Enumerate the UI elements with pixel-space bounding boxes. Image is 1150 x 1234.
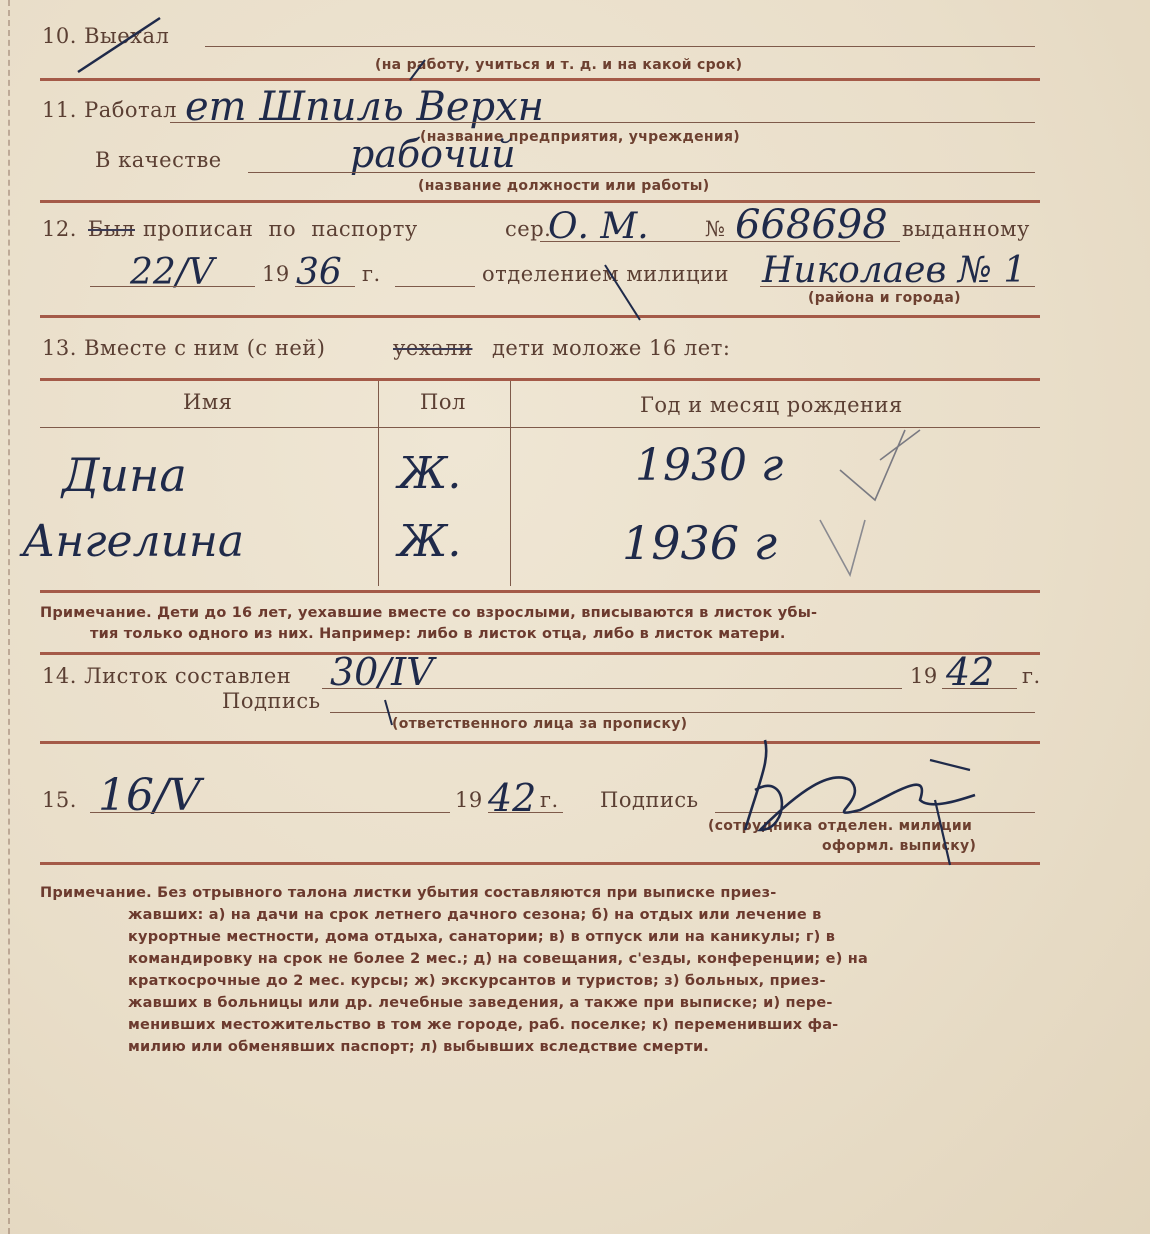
item11-label: 11. Работал [42,98,177,122]
note1-line1: Примечание. Дети до 16 лет, уехавшие вместе со взрослыми, вписываются в листок убы- [40,605,818,621]
item12-caption: (района и города) [808,290,961,306]
stroke-mark-item14 [385,700,392,725]
item12-label: 12. [42,217,77,241]
row1-year: 1930 г [635,440,784,491]
table-header-name: Имя [183,390,233,414]
note2-line5: краткосрочные до 2 мес. курсы; ж) экскурсантов и туристов; з) больных, приез- [128,973,826,989]
item15-caption2: оформл. выписку) [822,838,977,854]
item14-caption: (ответственного лица за прописку) [392,716,688,732]
official-signature [745,740,975,865]
note2-line2: жавших: а) на дачи на срок летнего дачного сезона; б) на отдых или лечение в [128,907,822,923]
item15-caption1: (сотрудника отделен. милиции [708,818,973,834]
checkmark-row2 [820,520,865,575]
note2-line6: жавших в больницы или др. лечебные заведения, а также при выписке; и) пере- [128,995,833,1011]
note1-line2: тия только одного из них. Например: либо в листок отца, либо в листок матери. [90,626,786,642]
item12-series-label: сер. [505,217,552,241]
item14-g: г. [1022,664,1041,688]
item11-value2: рабочий [350,132,516,176]
item15-year: 42 [488,776,537,820]
note2-line1: Примечание. Без отрывного талона листки убытия составляются при выписке приез- [40,885,777,901]
item15-sign-label: Подпись [600,788,699,812]
item14-year: 42 [946,650,995,694]
item13-label: 13. Вместе с ним (с ней) [42,336,326,360]
table-header-birth: Год и месяц рождения [640,393,903,417]
item15-date: 16/V [98,770,201,821]
item11-caption1: (название предприятия, учреждения) [420,129,740,145]
item12-g: г. [362,262,381,286]
item15-label: 15. [42,788,77,812]
note2-line7: менивших местожительство в том же городе, раб. поселке; к) переменивших фа- [128,1017,839,1033]
row2-sex: Ж. [398,516,462,567]
item12-year: 36 [296,252,342,293]
table-header-sex: Пол [420,390,466,414]
item10-caption: (на работу, учиться и т. д. и на какой срок) [375,57,743,73]
dash-stroke-item10 [78,18,160,72]
item12-date: 22/V [130,252,214,293]
item14-label: 14. Листок составлен [42,664,292,688]
item14-date: 30/IV [330,650,434,694]
item11-value: ет Шпиль Верхн [185,84,545,130]
item13-struck: уехали [393,336,473,360]
item12-dept: отделением милиции [482,262,729,286]
item12-issued: выданному [902,217,1030,241]
item12-series: О. М. [548,206,649,247]
row1-name: Дина [62,448,187,502]
item12-num-label: № [705,217,726,241]
item11-caption2: (название должности или работы) [418,178,710,194]
item15-g: г. [540,788,559,812]
item12-dept-value: Николаев № 1 [762,250,1027,291]
item12-was: Был [88,217,135,241]
item12-year-prefix: 19 [262,262,290,286]
stroke-mark-item12 [605,265,640,320]
item15-year-prefix: 19 [455,788,483,812]
row2-year: 1936 г [622,516,777,570]
item12-number: 668698 [735,202,888,248]
row2-name: Ангелина [22,516,245,567]
note2-line3: курортные местности, дома отдыха, санатории; в) в отпуск или на каникулы; г) в [128,929,836,945]
item14-year-prefix: 19 [910,664,938,688]
item12-text: прописан по паспорту [143,217,418,241]
item10-label: 10. Выехал [42,24,170,48]
note2-line8: милию или обменявших паспорт; л) выбывших вследствие смерти. [128,1039,710,1055]
row1-sex: Ж. [398,448,462,499]
item13-rest: дети моложе 16 лет: [492,336,731,360]
checkmark-row1 [840,430,920,500]
item11-label2: В качестве [95,148,222,172]
item14-sign-label: Подпись [222,689,321,713]
note2-line4: командировку на срок не более 2 мес.; д) на совещания, с'езды, конференции; е) на [128,951,868,967]
stroke-mark-item10 [410,60,425,80]
